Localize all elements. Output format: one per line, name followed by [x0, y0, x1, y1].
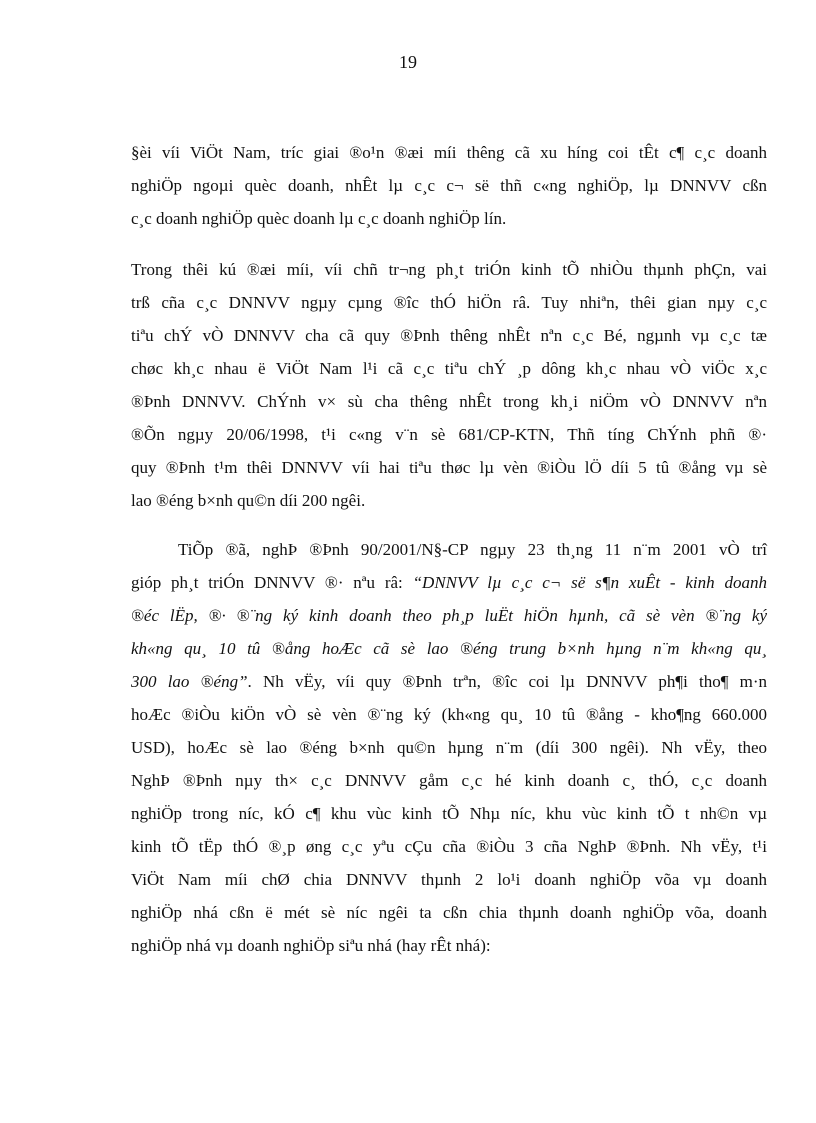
- text-line: nghiÖp nhá vµ doanh nghiÖp siªu nhá (hay rÊt nhá):: [131, 936, 491, 955]
- text-line: [131, 632, 767, 665]
- text-line: chøc kh¸c nhau ë ViÖt Nam l¹i cã c¸c tiªu chÝ ¸p dông kh¸c nhau vÒ viÖc x¸c: [131, 359, 767, 378]
- text-line: nghiÖp ngoµi quèc doanh, nhÊt lµ c¸c c¬ së thñ c«ng nghiÖp, lµ DNNVV cßn: [131, 176, 767, 195]
- text-line: lao ®éng b×nh qu©n díi 200 ngêi.: [131, 491, 366, 510]
- text-line: NghÞ ®Þnh nµy th× c¸c DNNVV gåm c¸c hé kinh doanh c¸ thÓ, c¸c doanh: [131, 771, 767, 790]
- text-line: ViÖt Nam míi chØ chia DNNVV thµnh 2 lo¹i doanh nghiÖp võa vµ doanh: [131, 870, 767, 889]
- text-line: nghiÖp nhá cßn ë mét sè níc ngêi ta cßn chia thµnh doanh nghiÖp võa, doanh: [131, 903, 767, 922]
- text-line: Trong thêi kú ®æi míi, víi chñ tr¬ng ph¸t triÓn kinh tÕ nhiÒu thµnh phÇn, vai: [131, 260, 767, 279]
- page-number: 19: [399, 52, 417, 72]
- text-line: hoÆc ®iÒu kiÖn vÒ sè vèn ®¨ng ký (kh«ng qu¸ 10 tû ®ång - kho¶ng 660.000: [131, 705, 767, 724]
- quoted-definition: kh«ng qu¸ 10 tû ®ång hoÆc cã sè lao ®éng trung b×nh hµng n¨m kh«ng qu¸: [131, 639, 767, 658]
- text-line: ®Õn ngµy 20/06/1998, t¹i c«ng v¨n sè 681/CP-KTN, Thñ tíng ChÝnh phñ ®·: [131, 425, 767, 444]
- text-line: quy ®Þnh t¹m thêi DNNVV víi hai tiªu thøc lµ vèn ®iÒu lÖ díi 5 tû ®ång vµ sè: [131, 458, 767, 477]
- quoted-definition: ®éc lËp, ®· ®¨ng ký kinh doanh theo ph¸p luËt hiÖn hµnh, cã sè vèn ®¨ng ký: [131, 606, 767, 625]
- text-line: USD), hoÆc sè lao ®éng b×nh qu©n hµng n¨m (díi 300 ngêi). Nh vËy, theo: [131, 738, 767, 757]
- paragraph-1: [131, 136, 767, 235]
- paragraph-2: [131, 253, 767, 517]
- text-line: trß cña c¸c DNNVV ngµy cµng ®îc thÓ hiÖn râ. Tuy nhiªn, thêi gian nµy c¸c: [131, 293, 767, 312]
- text-line: c¸c doanh nghiÖp quèc doanh lµ c¸c doanh nghiÖp lín.: [131, 209, 507, 228]
- text-line: §èi víi ViÖt Nam, tríc giai ®o¹n ®æi míi thêng cã xu híng coi tÊt c¶ c¸c doanh: [131, 143, 767, 162]
- text-line: nghiÖp trong níc, kÓ c¶ khu vùc kinh tÕ Nhµ níc, khu vùc kinh tÕ t nh©n vµ: [131, 804, 767, 823]
- quoted-definition: 300 lao ®éng”: [131, 672, 248, 691]
- text-line: TiÕp ®ã, nghÞ ®Þnh 90/2001/N§-CP ngµy 23 th¸ng 11 n¨m 2001 vÒ trî: [178, 540, 767, 559]
- text-line: tiªu chÝ vÒ DNNVV cha cã quy ®Þnh thêng nhÊt nªn c¸c Bé, ngµnh vµ c¸c tæ: [131, 326, 767, 345]
- text-line: kinh tÕ tËp thÓ ®¸p øng c¸c yªu cÇu cña ®iÒu 3 cña NghÞ ®Þnh. Nh vËy, t¹i: [131, 837, 767, 856]
- text-line: ®Þnh DNNVV. ChÝnh v× sù cha thêng nhÊt trong kh¸i niÖm vÒ DNNVV nªn: [131, 392, 767, 411]
- text-line: gióp ph¸t triÓn DNNVV ®· nªu râ: “DNNVV lµ c¸c c¬ së s¶n xuÊt - kinh doanh: [131, 573, 767, 592]
- text-line: [131, 599, 767, 632]
- quoted-definition: “DNNVV lµ c¸c c¬ së s¶n xuÊt - kinh doanh: [412, 573, 767, 592]
- text-line: 300 lao ®éng”. Nh vËy, víi quy ®Þnh trªn, ®îc coi lµ DNNVV ph¶i tho¶ m·n: [131, 672, 768, 691]
- paragraph-3: [131, 533, 767, 962]
